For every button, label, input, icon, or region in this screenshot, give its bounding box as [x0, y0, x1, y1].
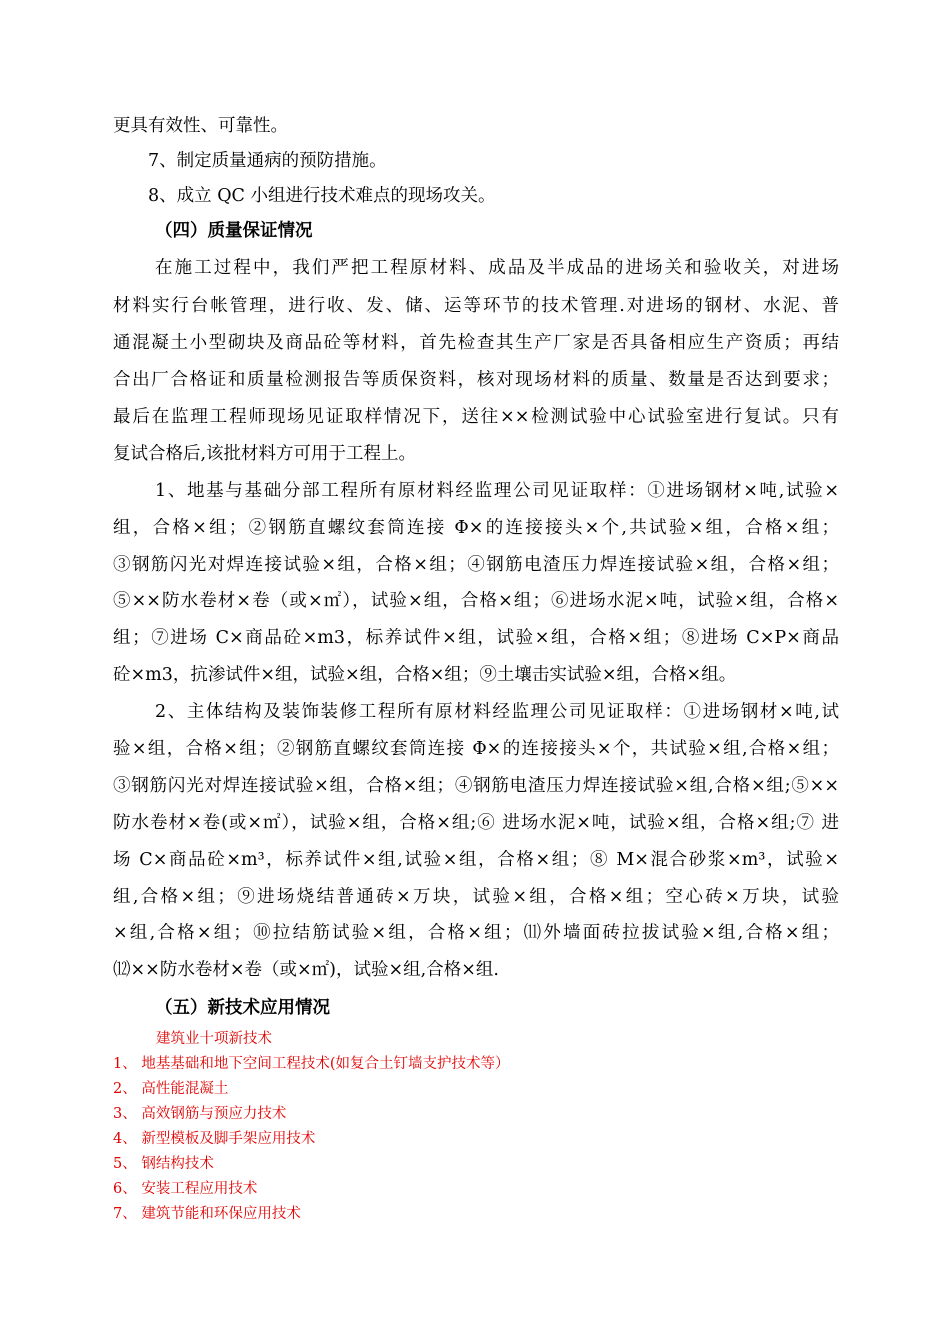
section-heading: （四）质量保证情况: [155, 221, 313, 241]
item2-line: ×组,合格×组；⑩拉结筋试验×组，合格×组；⑾外墙面砖拉拔试验×组,合格×组；: [113, 923, 839, 943]
paragraph-line: 在施工过程中，我们严把工程原材料、成品及半成品的进场关和验收关，对进场: [155, 258, 839, 278]
tech-list-item: 2、 高性能混凝土: [113, 1081, 229, 1097]
tech-list-item: 1、 地基基础和地下空间工程技术(如复合土钉墙支护技术等）: [113, 1056, 510, 1072]
paragraph-line: 通混凝土小型砌块及商品砼等材料，首先检查其生产厂家是否具备相应生产资质；再结: [113, 333, 839, 353]
tech-list-item: 5、 钢结构技术: [113, 1156, 214, 1172]
intro-line: 8、成立 QC 小组进行技术难点的现场攻关。: [148, 186, 496, 206]
item2-line: 组,合格×组；⑨进场烧结普通砖×万块，试验×组，合格×组；空心砖×万块，试验: [113, 887, 839, 907]
item1-line: 组；⑦进场 C×商品砼×m3，标养试件×组，试验×组，合格×组；⑧进场 C×P×商品: [113, 628, 839, 648]
intro-line: 7、制定质量通病的预防措施。: [148, 151, 387, 171]
tech-list-item: 4、 新型模板及脚手架应用技术: [113, 1131, 316, 1147]
tech-list-title: 建筑业十项新技术: [156, 1031, 272, 1047]
item1-line: ⑤××防水卷材×卷（或×㎡），试验×组，合格×组；⑥进场水泥×吨，试验×组，合格×: [113, 591, 839, 611]
paragraph-line: 最后在监理工程师现场见证取样情况下，送往××检测试验中心试验室进行复试。只有: [113, 407, 839, 427]
item2-line: 场 C×商品砼×m³，标养试件×组,试验×组，合格×组；⑧ M×混合砂浆×m³，试验×: [113, 850, 839, 870]
paragraph-line: 合出厂合格证和质量检测报告等质保资料，核对现场材料的质量、数量是否达到要求；: [113, 370, 839, 390]
item2-line: 防水卷材×卷(或×㎡），试验×组，合格×组;⑥ 进场水泥×吨，试验×组，合格×组;⑦ 进: [113, 813, 839, 833]
tech-list-item: 7、 建筑节能和环保应用技术: [113, 1206, 301, 1222]
paragraph-line: 材料实行台帐管理，进行收、发、储、运等环节的技术管理.对进场的钢材、水泥、普: [113, 296, 839, 316]
section-heading: （五）新技术应用情况: [155, 998, 330, 1018]
item2-line: 2、主体结构及装饰装修工程所有原材料经监理公司见证取样：①进场钢材×吨,试: [155, 702, 839, 722]
paragraph-line: 复试合格后,该批材料方可用于工程上。: [113, 444, 417, 464]
item2-line: 验×组，合格×组；②钢筋直螺纹套筒连接 Φ×的连接接头×个，共试验×组,合格×组；: [113, 739, 839, 759]
intro-line: 更具有效性、可靠性。: [113, 116, 288, 136]
item1-line: 砼×m3，抗渗试件×组，试验×组，合格×组；⑨土壤击实试验×组，合格×组。: [113, 665, 737, 685]
tech-list-item: 6、 安装工程应用技术: [113, 1181, 258, 1197]
item1-line: 1、地基与基础分部工程所有原材料经监理公司见证取样：①进场钢材×吨,试验×: [155, 481, 839, 501]
item1-line: 组，合格×组；②钢筋直螺纹套筒连接 Φ×的连接接头×个,共试验×组，合格×组；: [113, 518, 839, 538]
tech-list-item: 3、 高效钢筋与预应力技术: [113, 1106, 287, 1122]
item1-line: ③钢筋闪光对焊连接试验×组，合格×组；④钢筋电渣压力焊连接试验×组，合格×组；: [113, 555, 839, 575]
item2-line: ③钢筋闪光对焊连接试验×组，合格×组；④钢筋电渣压力焊连接试验×组,合格×组;⑤××: [113, 776, 839, 796]
item2-line: ⑿××防水卷材×卷（或×㎡)，试验×组,合格×组.: [113, 960, 499, 980]
